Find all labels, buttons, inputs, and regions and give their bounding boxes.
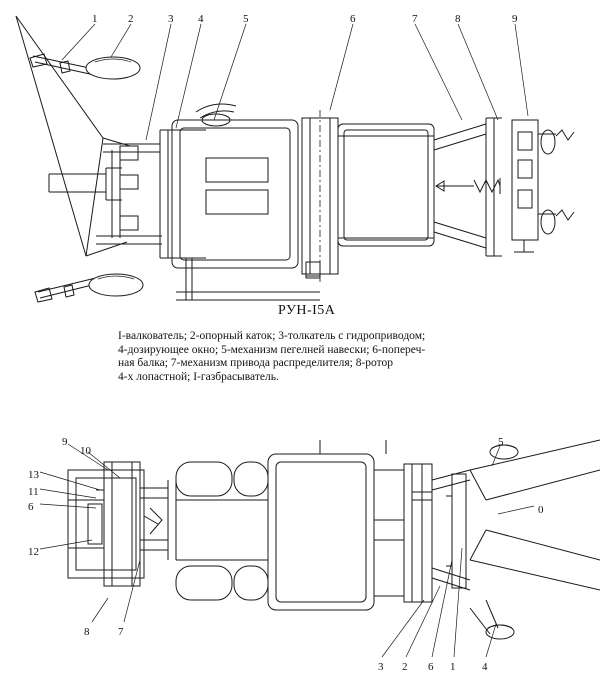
callout-bottom-6b: 6 bbox=[428, 661, 434, 673]
callout-top-3: 3 bbox=[168, 13, 174, 25]
callout-top-7: 7 bbox=[412, 13, 418, 25]
callout-bottom-2: 2 bbox=[402, 661, 408, 673]
callout-top-9: 9 bbox=[512, 13, 518, 25]
figure-caption bbox=[118, 330, 518, 384]
callout-bottom-1: 1 bbox=[450, 661, 456, 673]
callout-bottom-3: 3 bbox=[378, 661, 384, 673]
callout-bottom-10: 10 bbox=[80, 445, 91, 457]
callout-top-6: 6 bbox=[350, 13, 356, 25]
callout-bottom-13: 13 bbox=[28, 469, 39, 481]
callout-bottom-7: 7 bbox=[118, 626, 124, 638]
callout-bottom-6: 6 bbox=[28, 501, 34, 513]
callout-top-5: 5 bbox=[243, 13, 249, 25]
callout-top-4: 4 bbox=[198, 13, 204, 25]
caption-line-3: ная балка; 7-механизм привода распределителя; 8-ротор bbox=[118, 357, 394, 369]
callout-bottom-4: 4 bbox=[482, 661, 488, 673]
caption-line-1: I-валкователь; 2-опорный каток; 3-толкатель с гидроприводом; bbox=[118, 330, 426, 342]
callout-bottom-8: 8 bbox=[84, 626, 90, 638]
callout-top-2: 2 bbox=[128, 13, 134, 25]
callout-bottom-0: 0 bbox=[538, 504, 544, 516]
model-designation: РУН-I5A bbox=[278, 303, 336, 318]
callout-top-8: 8 bbox=[455, 13, 461, 25]
caption-line-2: 4-дозирующее окно; 5-механизм пегелней навески; 6-попереч- bbox=[118, 343, 426, 356]
callout-bottom-5: 5 bbox=[498, 436, 504, 448]
caption-line-4: 4-х лопастной; I-газбрасыватель. bbox=[118, 370, 279, 383]
callout-bottom-9: 9 bbox=[62, 436, 68, 448]
callout-bottom-11: 11 bbox=[28, 486, 39, 498]
callout-bottom-12: 12 bbox=[28, 546, 39, 558]
callout-top-1: 1 bbox=[92, 13, 98, 25]
